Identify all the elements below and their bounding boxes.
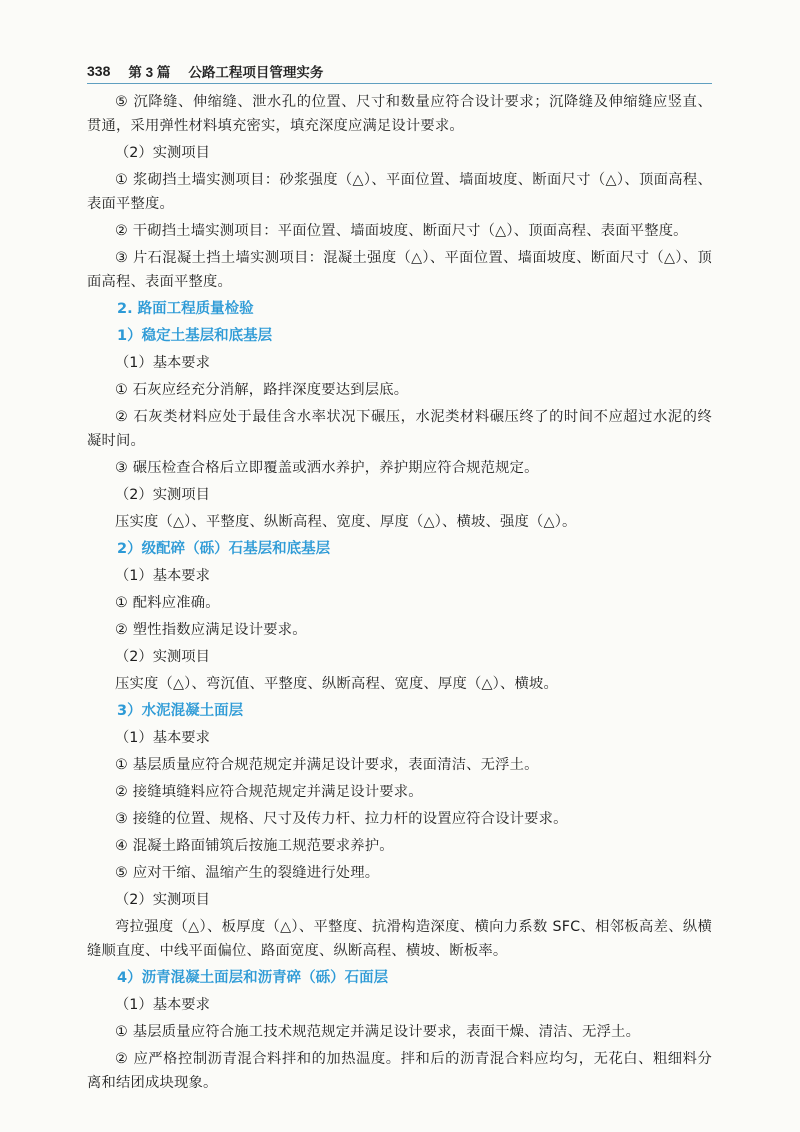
section-heading: 4）沥青混凝土面层和沥青碎（砾）石面层 (117, 970, 389, 986)
paragraph: ① 基层质量应符合施工技术规范规定并满足设计要求，表面干燥、清洁、无浮土。 (115, 1024, 641, 1040)
paragraph: ④ 混凝土路面铺筑后按施工规范要求养护。 (115, 838, 394, 854)
section-heading: 2）级配碎（砾）石基层和底基层 (117, 541, 331, 557)
subsection-label: （1）基本要求 (115, 355, 210, 371)
paragraph: ② 干砌挡土墙实测项目：平面位置、墙面坡度、断面尺寸（△）、顶面高程、表面平整度。 (115, 223, 688, 239)
subsection-label: （1）基本要求 (115, 997, 210, 1013)
paragraph: ② 接缝填缝料应符合规范规定并满足设计要求。 (115, 784, 423, 800)
subsection-label: （2）实测项目 (115, 892, 210, 908)
section-heading: 3）水泥混凝土面层 (117, 703, 244, 719)
header-rule (87, 83, 712, 84)
paragraph: ⑤ 应对干缩、温缩产生的裂缝进行处理。 (115, 865, 380, 881)
paragraph: 弯拉强度（△）、板厚度（△）、平整度、抗滑构造深度、横向力系数 SFC、相邻板高差、纵横缝顺直度、中线平面偏位、路面宽度、纵断高程、横坡、断板率。 (87, 919, 712, 959)
paragraph: ③ 接缝的位置、规格、尺寸及传力杆、拉力杆的设置应符合设计要求。 (115, 811, 568, 827)
subsection-label: （1）基本要求 (115, 568, 210, 584)
page-body (87, 90, 712, 1098)
paragraph: ① 基层质量应符合规范规定并满足设计要求，表面清洁、无浮土。 (115, 757, 539, 773)
subsection-label: （1）基本要求 (115, 730, 210, 746)
paragraph: ③ 碾压检查合格后立即覆盖或洒水养护，养护期应符合规范规定。 (115, 460, 539, 476)
section-heading: 1）稳定土基层和底基层 (117, 328, 273, 344)
subsection-label: （2）实测项目 (115, 145, 210, 161)
paragraph: ① 石灰应经充分消解，路拌深度要达到层底。 (115, 382, 409, 398)
paragraph: ⑤ 沉降缝、伸缩缝、泄水孔的位置、尺寸和数量应符合设计要求；沉降缝及伸缩缝应竖直、贯通，采用弹性材料填充密实，填充深度应满足设计要求。 (87, 94, 712, 134)
paragraph: 压实度（△）、弯沉值、平整度、纵断高程、宽度、厚度（△）、横坡。 (115, 676, 558, 692)
paragraph: 压实度（△）、平整度、纵断高程、宽度、厚度（△）、横坡、强度（△）。 (115, 514, 577, 530)
paragraph: ② 应严格控制沥青混合料拌和的加热温度。拌和后的沥青混合料应均匀，无花白、粗细料分离和结团成块现象。 (87, 1051, 712, 1091)
paragraph: ① 配料应准确。 (115, 595, 220, 611)
paragraph: ① 浆砌挡土墙实测项目：砂浆强度（△）、平面位置、墙面坡度、断面尺寸（△）、顶面高程、表面平整度。 (87, 172, 712, 212)
paragraph: ② 塑性指数应满足设计要求。 (115, 622, 307, 638)
paragraph: ② 石灰类材料应处于最佳含水率状况下碾压，水泥类材料碾压终了的时间不应超过水泥的终凝时间。 (87, 409, 712, 449)
subsection-label: （2）实测项目 (115, 649, 210, 665)
running-header (87, 60, 707, 82)
paragraph: ③ 片石混凝土挡土墙实测项目：混凝土强度（△）、平面位置、墙面坡度、断面尺寸（△）、顶面高程、表面平整度。 (87, 250, 712, 290)
part-label: 第 3 篇 (128, 65, 171, 80)
section-heading: 2. 路面工程质量检验 (117, 301, 254, 317)
subsection-label: （2）实测项目 (115, 487, 210, 503)
page-number: 338 (87, 63, 111, 79)
book-title: 公路工程项目管理实务 (188, 65, 324, 80)
